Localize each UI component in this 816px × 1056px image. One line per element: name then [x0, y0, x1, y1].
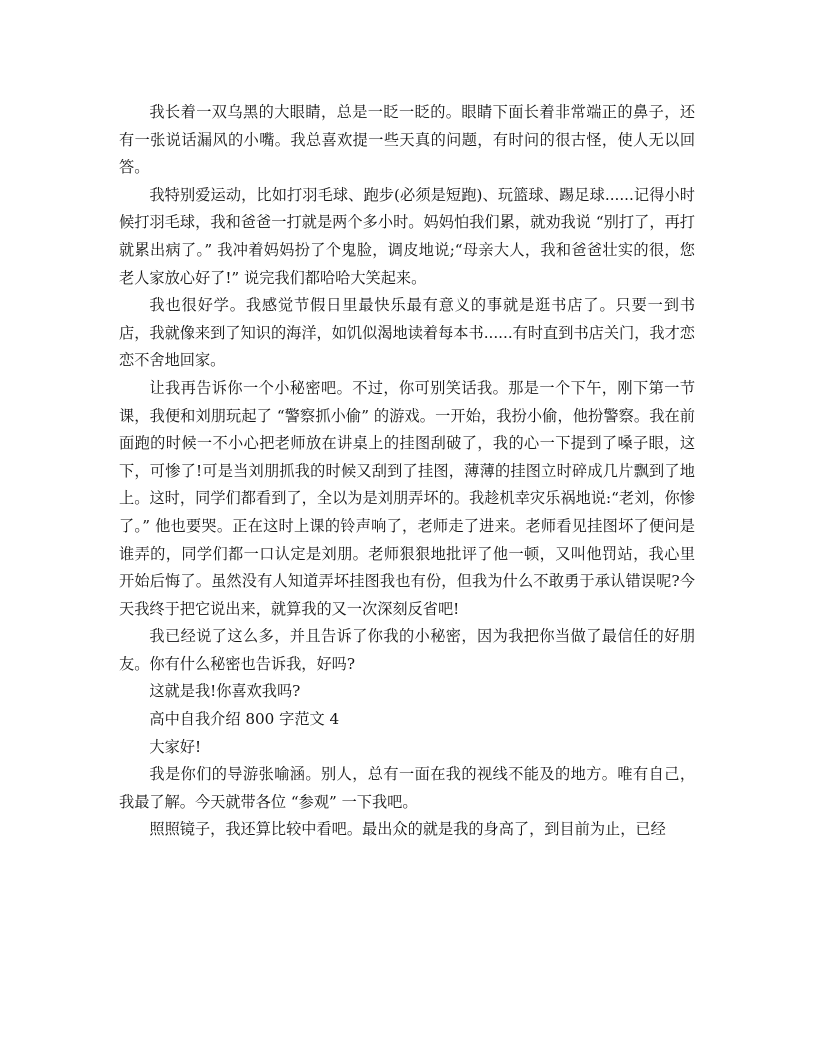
paragraph-greeting: 大家好! — [149, 737, 202, 756]
paragraph-secret: 让我再告诉你一个小秘密吧。不过，你可别笑话我。那是一个下午，刚下第一节课，我便和刘朋玩起了 “警察抓小偷” 的游戏。一开始，我扮小偷，他扮警察。我在前面跑的时候一不小心把老师放在讲桌上的挂图刮破了，我的心一下提到了嗓子眼，这下，可惨了!可是当刘朋抓我的时候又刮到了挂图，薄薄的挂图立时碎成几片飘到了地上。这时，同学们都看到了，全以为是刘朋弄坏的。我趁机幸灾乐祸地说:“老刘，你惨了。” 他也要哭。正在这时上课的铃声响了，老师走了进来。老师看见挂图坏了便问是谁弄的，同学们都一口认定是刘朋。老师狠狠地批评了他一顿，又叫他罚站，我心里开始后悔了。虽然没有人知道弄坏挂图我也有份，但我为什么不敢勇于承认错误呢?今天我终于把它说出来，就算我的又一次深刻反省吧! — [119, 378, 695, 618]
paragraph-studious: 我也很好学。我感觉节假日里最快乐最有意义的事就是逛书店了。只要一到书店，我就像来到了知识的海洋，如饥似渴地读着每本书......有时直到书店关门，我才恋恋不舍地回家。 — [119, 296, 695, 370]
paragraph-friendship: 我已经说了这么多，并且告诉了你我的小秘密，因为我把你当做了最信任的好朋友。你有什么秘密也告诉我，好吗? — [119, 627, 695, 673]
paragraph-closing-question: 这就是我!你喜欢我吗? — [149, 682, 301, 701]
paragraph-guide-intro: 我是你们的导游张喻涵。别人，总有一面在我的视线不能及的地方。唯有自己，我最了解。今天就带各位 “参观” 一下我吧。 — [119, 765, 695, 811]
section-heading: 高中自我介绍 800 字范文 4 — [149, 710, 340, 729]
paragraph-appearance: 我长着一双乌黑的大眼睛，总是一眨一眨的。眼睛下面长着非常端正的鼻子，还有一张说话漏风的小嘴。我总喜欢提一些天真的问题，有时问的很古怪，使人无以回答。 — [119, 103, 695, 177]
paragraph-mirror: 照照镜子，我还算比较中看吧。最出众的就是我的身高了，到目前为止，已经 — [149, 820, 666, 839]
paragraph-sports: 我特别爱运动，比如打羽毛球、跑步(必须是短跑)、玩篮球、踢足球......记得小时候打羽毛球，我和爸爸一打就是两个多小时。妈妈怕我们累，就劝我说 “别打了，再打就累出病了。” 我冲着妈妈扮了个鬼脸，调皮地说;“母亲大人，我和爸爸壮实的很，您老人家放心好了!” 说完我们都哈哈大笑起来。 — [119, 185, 695, 287]
document-body — [119, 99, 695, 844]
